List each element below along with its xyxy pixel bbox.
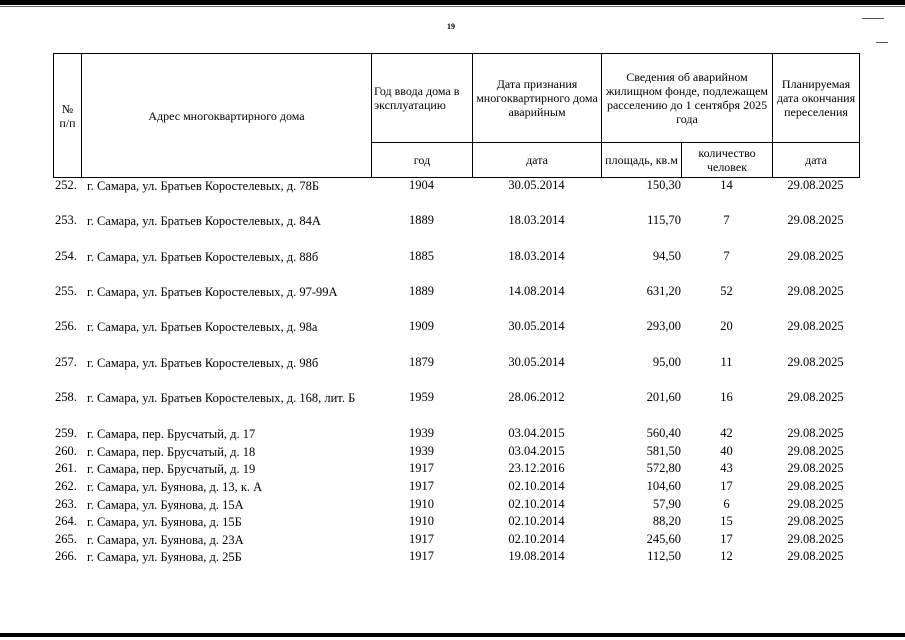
row-date: 18.03.2014: [508, 213, 565, 227]
row-address: г. Самара, ул. Братьев Коростелевых, д. 97-99А: [87, 285, 338, 299]
row-people: 6: [723, 497, 730, 511]
row-address: г. Самара, ул. Братьев Коростелевых, д. 78Б: [87, 179, 320, 193]
row-people: 17: [720, 532, 733, 546]
row-plan-date: 29.08.2025: [787, 514, 844, 528]
table-row: [53, 249, 859, 284]
row-address: г. Самара, ул. Буянова, д. 15Б: [87, 515, 242, 529]
row-plan-date: 29.08.2025: [787, 549, 844, 563]
table-row: [53, 549, 859, 567]
row-date: 19.08.2014: [508, 549, 565, 563]
subheader-area: площадь, кв.м: [602, 143, 682, 178]
row-area: 560,40: [646, 426, 681, 440]
row-year: 1939: [409, 444, 434, 458]
row-number: 257.: [55, 355, 77, 369]
row-people: 7: [723, 213, 730, 227]
row-date: 03.04.2015: [508, 444, 565, 458]
row-address: г. Самара, пер. Брусчатый, д. 17: [87, 427, 256, 441]
row-date: 30.05.2014: [508, 355, 565, 369]
row-date: 02.10.2014: [508, 532, 565, 546]
row-year: 1889: [409, 284, 434, 298]
row-people: 16: [720, 390, 733, 404]
row-plan-date: 29.08.2025: [787, 426, 844, 440]
table-row: [53, 461, 859, 479]
scan-border-top: [0, 0, 905, 5]
header-address: Адрес многоквартирного дома: [82, 54, 372, 178]
subheader-year: год: [372, 143, 473, 178]
row-number: 252.: [55, 178, 77, 192]
row-people: 40: [720, 444, 733, 458]
row-plan-date: 29.08.2025: [787, 461, 844, 475]
header-fund-info: Сведения об аварийном жилищном фонде, подлежащем расселению до 1 сентября 2025 года: [602, 54, 773, 143]
row-area: 115,70: [647, 213, 681, 227]
row-year: 1917: [409, 461, 434, 475]
row-number: 254.: [55, 249, 77, 263]
row-date: 23.12.2016: [508, 461, 565, 475]
row-number: 259.: [55, 426, 77, 440]
row-plan-date: 29.08.2025: [787, 390, 844, 404]
row-number: 265.: [55, 532, 77, 546]
table-row: [53, 213, 859, 249]
row-year: 1909: [409, 319, 434, 333]
row-year: 1917: [409, 479, 434, 493]
row-date: 03.04.2015: [508, 426, 565, 440]
row-number: 263.: [55, 497, 77, 511]
row-address: г. Самара, ул. Буянова, д. 13, к. А: [87, 480, 263, 494]
row-date: 14.08.2014: [508, 284, 565, 298]
header-planned-date: Планируемая дата окончания переселения: [773, 54, 860, 143]
table-row: [53, 178, 859, 213]
row-area: 293,00: [646, 319, 681, 333]
row-year: 1889: [409, 213, 434, 227]
row-plan-date: 29.08.2025: [787, 213, 844, 227]
row-number: 262.: [55, 479, 77, 493]
row-people: 52: [720, 284, 733, 298]
row-address: г. Самара, ул. Братьев Коростелевых, д. 168, лит. Б: [87, 391, 356, 405]
row-number: 253.: [55, 213, 77, 227]
row-address: г. Самара, пер. Брусчатый, д. 19: [87, 462, 256, 476]
row-number: 261.: [55, 461, 77, 475]
row-year: 1910: [409, 497, 434, 511]
row-plan-date: 29.08.2025: [787, 479, 844, 493]
row-plan-date: 29.08.2025: [787, 319, 844, 333]
page-number: 19: [447, 22, 455, 31]
table-row: [53, 355, 859, 390]
row-people: 14: [720, 178, 733, 192]
row-area: 94,50: [652, 249, 681, 263]
row-number: 264.: [55, 514, 77, 528]
table-row: [53, 426, 859, 444]
row-address: г. Самара, ул. Буянова, д. 15А: [87, 498, 244, 512]
row-area: 112,50: [647, 549, 681, 563]
row-date: 18.03.2014: [508, 249, 565, 263]
row-address: г. Самара, ул. Братьев Коростелевых, д. 88б: [87, 250, 319, 264]
row-people: 43: [720, 461, 733, 475]
scan-artifact-mark: [862, 18, 884, 19]
row-area: 57,90: [652, 497, 681, 511]
row-plan-date: 29.08.2025: [787, 178, 844, 192]
table-row: [53, 514, 859, 532]
row-area: 572,80: [646, 461, 681, 475]
table-row: [53, 444, 859, 461]
table-row: [53, 390, 859, 426]
header-year: Год ввода дома в эксплуатацию: [372, 54, 473, 143]
row-people: 17: [720, 479, 733, 493]
row-address: г. Самара, ул. Буянова, д. 25Б: [87, 550, 242, 564]
row-date: 02.10.2014: [508, 514, 565, 528]
row-number: 258.: [55, 390, 77, 404]
table-row: [53, 479, 859, 497]
row-plan-date: 29.08.2025: [787, 497, 844, 511]
header-num: № п/п: [54, 54, 82, 178]
table-header: [53, 53, 860, 178]
row-area: 245,60: [646, 532, 681, 546]
row-date: 02.10.2014: [508, 497, 565, 511]
row-area: 201,60: [646, 390, 681, 404]
row-people: 7: [723, 249, 730, 263]
scan-border-top-thin: [0, 6, 905, 7]
row-people: 11: [720, 355, 733, 369]
row-year: 1904: [409, 178, 434, 192]
row-plan-date: 29.08.2025: [787, 444, 844, 458]
subheader-date: дата: [473, 143, 602, 178]
row-area: 95,00: [652, 355, 681, 369]
row-number: 255.: [55, 284, 77, 298]
row-year: 1917: [409, 549, 434, 563]
scan-artifact-mark: [876, 42, 888, 43]
row-area: 150,30: [646, 178, 681, 192]
table-row: [53, 319, 859, 355]
scan-border-bottom: [0, 633, 905, 637]
row-area: 631,20: [646, 284, 681, 298]
row-number: 260.: [55, 444, 77, 458]
row-year: 1939: [409, 426, 434, 440]
row-address: г. Самара, ул. Братьев Коростелевых, д. 98а: [87, 320, 318, 334]
row-people: 42: [720, 426, 733, 440]
table-body: [53, 178, 859, 567]
row-address: г. Самара, ул. Братьев Коростелевых, д. 98б: [87, 356, 319, 370]
table-row: [53, 284, 859, 319]
row-date: 02.10.2014: [508, 479, 565, 493]
row-address: г. Самара, пер. Брусчатый, д. 18: [87, 445, 256, 459]
row-plan-date: 29.08.2025: [787, 284, 844, 298]
table-row: [53, 532, 859, 549]
header-recognition-date: Дата признания многоквартирного дома аварийным: [473, 54, 602, 143]
row-date: 30.05.2014: [508, 319, 565, 333]
row-plan-date: 29.08.2025: [787, 532, 844, 546]
row-people: 15: [720, 514, 733, 528]
row-area: 88,20: [652, 514, 681, 528]
row-address: г. Самара, ул. Буянова, д. 23А: [87, 533, 244, 547]
row-year: 1885: [409, 249, 434, 263]
row-year: 1910: [409, 514, 434, 528]
table-row: [53, 497, 859, 514]
row-year: 1917: [409, 532, 434, 546]
row-area: 104,60: [646, 479, 681, 493]
row-plan-date: 29.08.2025: [787, 355, 844, 369]
row-people: 12: [720, 549, 733, 563]
row-area: 581,50: [646, 444, 681, 458]
row-number: 256.: [55, 319, 77, 333]
row-plan-date: 29.08.2025: [787, 249, 844, 263]
row-number: 266.: [55, 549, 77, 563]
row-year: 1959: [409, 390, 434, 404]
row-year: 1879: [409, 355, 434, 369]
row-address: г. Самара, ул. Братьев Коростелевых, д. 84А: [87, 214, 321, 228]
row-date: 30.05.2014: [508, 178, 565, 192]
row-people: 20: [720, 319, 733, 333]
subheader-plan: дата: [773, 143, 860, 178]
subheader-people: количество человек: [682, 143, 773, 178]
row-date: 28.06.2012: [508, 390, 565, 404]
